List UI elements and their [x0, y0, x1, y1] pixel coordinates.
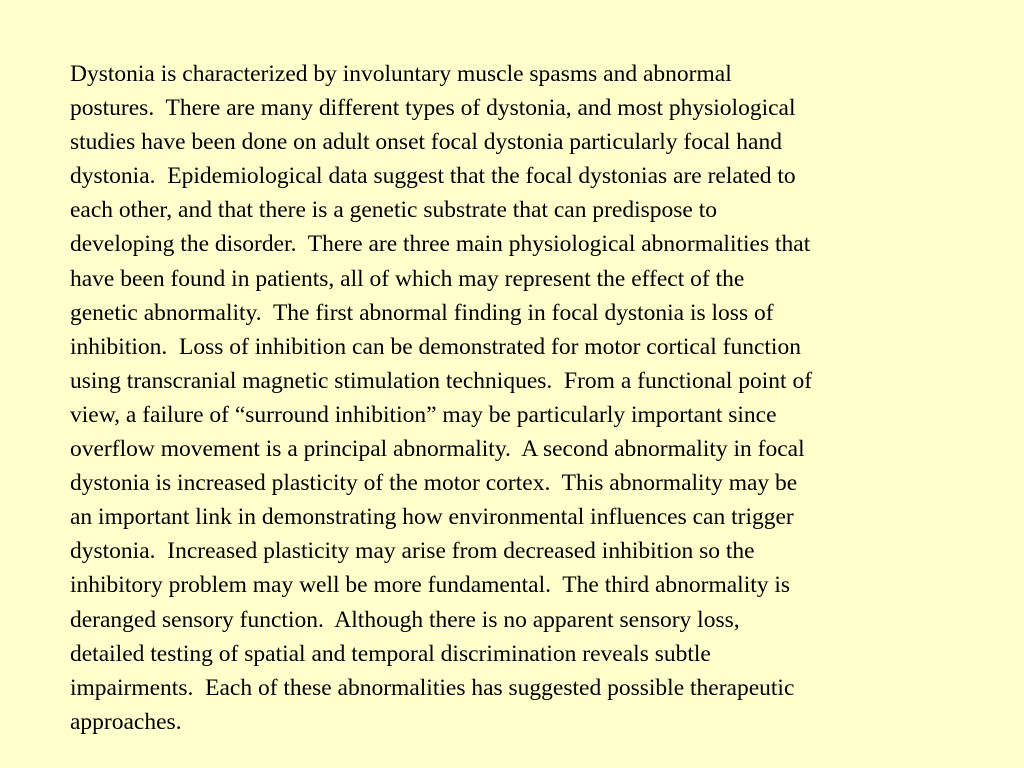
text-line: have been found in patients, all of which may represent the effect of the [70, 265, 745, 292]
text-line: deranged sensory function. Although there is no apparent sensory loss, [70, 606, 740, 633]
text-line: dystonia is increased plasticity of the motor cortex. This abnormality may be [70, 470, 798, 497]
text-line: detailed testing of spatial and temporal discrimination reveals subtle [70, 640, 711, 667]
text-line: dystonia. Increased plasticity may arise from decreased inhibition so the [70, 538, 755, 565]
text-line: postures. There are many different types of dystonia, and most physiological [70, 95, 796, 122]
body-paragraph [70, 57, 985, 739]
text-line: each other, and that there is a genetic substrate that can predispose to [70, 197, 718, 224]
text-line: Dystonia is characterized by involuntary muscle spasms and abnormal [70, 61, 732, 87]
text-line: developing the disorder. There are three main physiological abnormalities that [70, 231, 811, 258]
text-line: approaches. [70, 708, 182, 735]
text-line: inhibitory problem may well be more fundamental. The third abnormality is [70, 572, 791, 599]
text-line: using transcranial magnetic stimulation techniques. From a functional point of [70, 367, 813, 394]
text-line: inhibition. Loss of inhibition can be demonstrated for motor cortical function [70, 333, 801, 360]
text-line: view, a failure of “surround inhibition” may be particularly important since [70, 401, 777, 428]
text-line: an important link in demonstrating how environmental influences can trigger [70, 504, 794, 531]
text-line: impairments. Each of these abnormalities has suggested possible therapeutic [70, 674, 795, 701]
text-line: overflow movement is a principal abnormality. A second abnormality in focal [70, 436, 805, 463]
text-line: genetic abnormality. The first abnormal finding in focal dystonia is loss of [70, 299, 774, 326]
text-line: dystonia. Epidemiological data suggest that the focal dystonias are related to [70, 163, 796, 190]
text-line: studies have been done on adult onset focal dystonia particularly focal hand [70, 129, 782, 156]
